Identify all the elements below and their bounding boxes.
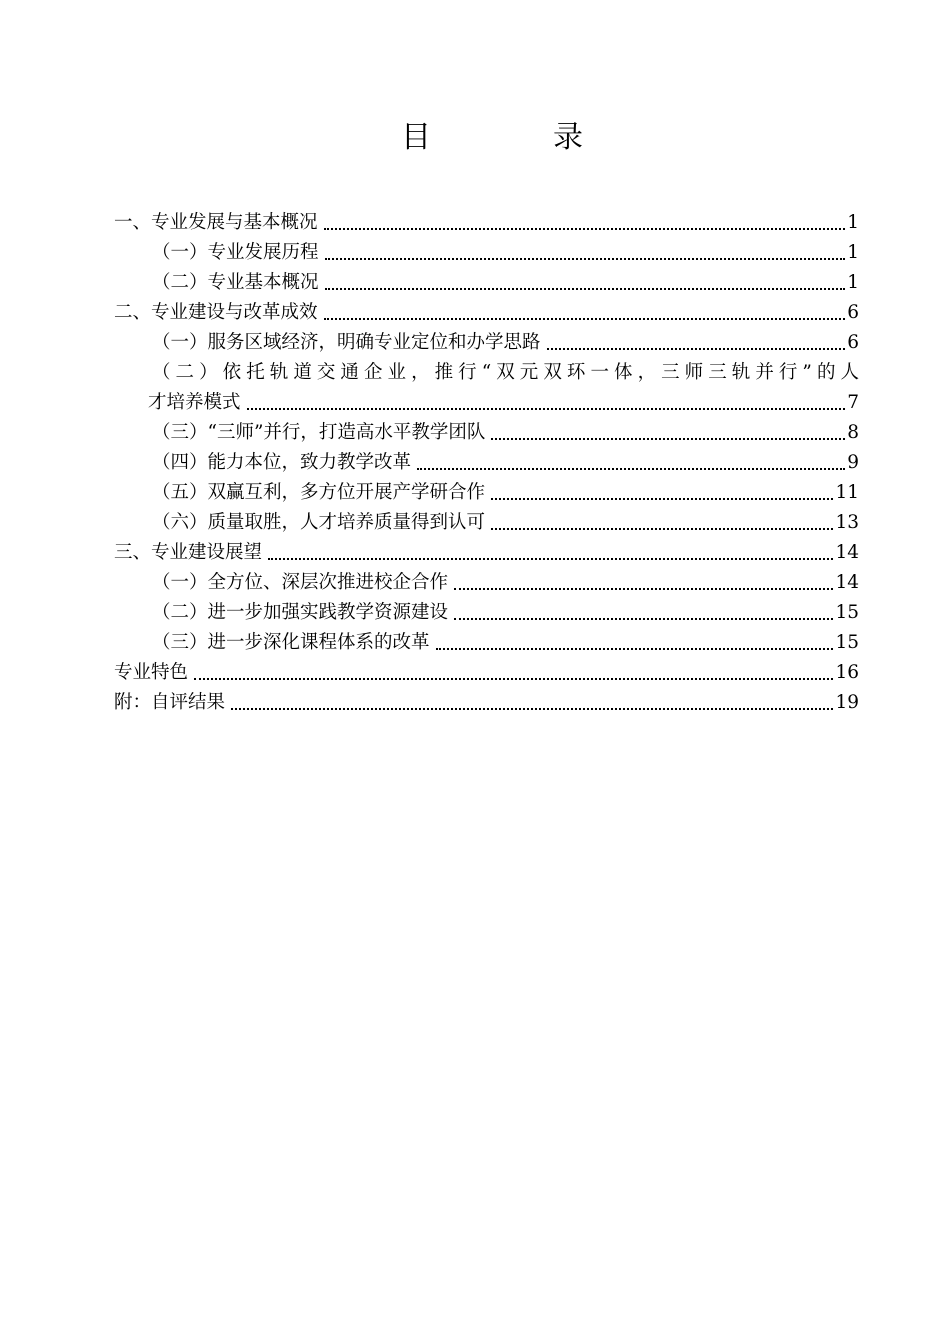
toc-entry[interactable] <box>114 686 859 716</box>
toc-entry-continuation[interactable] <box>114 386 859 416</box>
toc-page-number: 13 <box>835 512 859 533</box>
toc-entry[interactable] <box>114 506 859 536</box>
toc-entry[interactable] <box>114 356 859 386</box>
toc-title: 目 录 <box>401 120 629 155</box>
toc-page-number: 19 <box>835 692 859 713</box>
toc-leader-dots <box>547 348 846 350</box>
toc-leader-dots <box>194 678 833 680</box>
toc-leader-dots <box>454 588 833 590</box>
toc-page-number: 6 <box>847 302 859 323</box>
toc-leader-dots <box>417 468 845 470</box>
toc-leader-dots <box>231 708 833 710</box>
toc-page-number: 1 <box>847 272 859 293</box>
toc-entry-text: （三）“三师”并行，打造高水平教学团队 <box>152 422 486 443</box>
toc-entry[interactable] <box>114 476 859 506</box>
toc-entry[interactable] <box>114 416 859 446</box>
toc-entry-text: （一）全方位、深层次推进校企合作 <box>152 572 449 593</box>
toc-page-number: 14 <box>835 572 859 593</box>
toc-entry-text: 附：自评结果 <box>114 692 226 713</box>
toc-entry-text: 专业特色 <box>114 662 189 683</box>
toc-entry[interactable] <box>114 566 859 596</box>
toc-leader-dots <box>325 288 846 290</box>
toc-leader-dots <box>268 558 833 560</box>
toc-entry-text: （五）双赢互利，多方位开展产学研合作 <box>152 482 486 503</box>
toc-page-number: 15 <box>835 602 859 623</box>
toc-entry-text: 才培养模式 <box>148 392 241 413</box>
toc-entry-text: （二）进一步加强实践教学资源建设 <box>152 602 449 623</box>
toc-entry[interactable] <box>114 206 859 236</box>
toc-page-number: 11 <box>835 482 859 503</box>
toc-entry-text: （二）专业基本概况 <box>152 272 319 293</box>
toc-entry-text: （四）能力本位，致力教学改革 <box>152 452 412 473</box>
toc-entry[interactable] <box>114 446 859 476</box>
toc-page-number: 16 <box>835 662 859 683</box>
toc-page-number: 1 <box>847 242 859 263</box>
toc-entry-text: 三、专业建设展望 <box>114 542 263 563</box>
toc-entry-text: （三）进一步深化课程体系的改革 <box>152 632 430 653</box>
toc-page-number: 7 <box>847 392 859 413</box>
toc-leader-dots <box>491 498 833 500</box>
toc-leader-dots <box>324 228 846 230</box>
toc-page-number: 15 <box>835 632 859 653</box>
toc-leader-dots <box>436 648 834 650</box>
toc-entry[interactable] <box>114 536 859 566</box>
toc-entry[interactable] <box>114 326 859 356</box>
toc-page-number: 14 <box>835 542 859 563</box>
toc-leader-dots <box>491 528 833 530</box>
toc-entry[interactable] <box>114 236 859 266</box>
toc-entry[interactable] <box>114 626 859 656</box>
toc-leader-dots <box>324 318 846 320</box>
toc-page-number: 1 <box>847 212 859 233</box>
toc-entry-text: （一）专业发展历程 <box>152 242 319 263</box>
toc-entry-text: （二）依托轨道交通企业，推行“双元双环一体，三师三轨并行”的人 <box>152 362 859 383</box>
table-of-contents <box>114 206 859 716</box>
toc-leader-dots <box>454 618 833 620</box>
toc-entry[interactable] <box>114 296 859 326</box>
toc-entry-text: 二、专业建设与改革成效 <box>114 302 318 323</box>
toc-entry[interactable] <box>114 266 859 296</box>
toc-entry[interactable] <box>114 596 859 626</box>
toc-entry[interactable] <box>114 656 859 686</box>
toc-leader-dots <box>325 258 846 260</box>
toc-page-number: 8 <box>847 422 859 443</box>
toc-page-number: 6 <box>847 332 859 353</box>
toc-leader-dots <box>247 408 846 410</box>
toc-leader-dots <box>491 438 845 440</box>
toc-entry-text: （一）服务区域经济，明确专业定位和办学思路 <box>152 332 541 353</box>
toc-page-number: 9 <box>847 452 859 473</box>
toc-entry-text: （六）质量取胜，人才培养质量得到认可 <box>152 512 486 533</box>
toc-entry-text: 一、专业发展与基本概况 <box>114 212 318 233</box>
